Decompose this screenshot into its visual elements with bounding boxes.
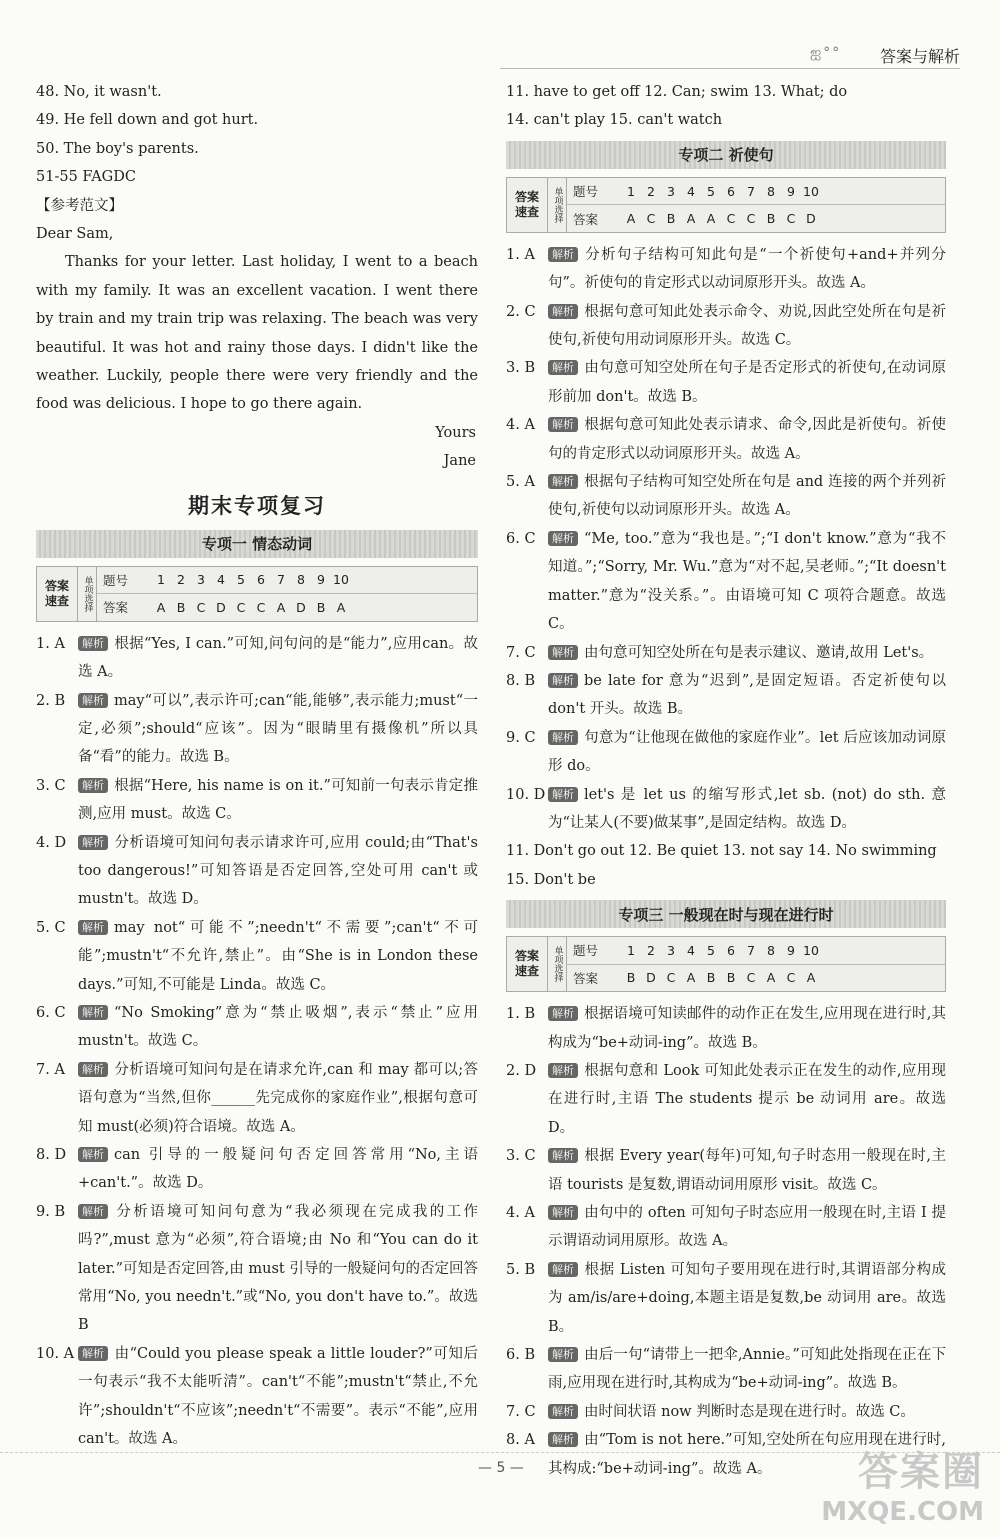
explanation-item [506, 1398, 946, 1426]
explanation-item [506, 298, 946, 355]
analysis-badge: 解析 [548, 1262, 578, 1277]
analysis-badge: 解析 [548, 1063, 578, 1078]
explanation-item [506, 639, 946, 667]
item-number: 5. C [36, 919, 66, 936]
analysis-badge: 解析 [548, 1404, 578, 1419]
analysis-badge: 解析 [548, 1205, 578, 1220]
explanation-item [506, 667, 946, 724]
item-text: 根据“Here, his name is on it.”可知前一句表示肯定推测,应用 must。故选 C。 [78, 777, 478, 823]
item-text: 根据“Yes, I can.”可知,问句问的是“能力”,应用can。故选 A。 [78, 635, 478, 681]
item-number: 4. D [36, 834, 67, 851]
table-row-numbers: 题号 1 2 3 4 5 6 7 8 9 10 [573, 942, 819, 959]
item-text: 根据句意和 Look 可知此处表示正在发生的动作,应用现在进行时,主语 The students 提示 be 动词用 are。故选 D。 [548, 1062, 946, 1136]
table-row-numbers: 题号 1 2 3 4 5 6 7 8 9 10 [573, 183, 819, 200]
right-column [506, 78, 946, 1483]
topic-band-2: 专项二 祈使句 [506, 141, 946, 169]
analysis-badge: 解析 [548, 645, 578, 660]
item-number: 9. C [506, 729, 536, 746]
item-text: 根据语境可知读邮件的动作正在发生,应用现在进行时,其构成为“be+动词-ing”。故选 B。 [548, 1006, 946, 1051]
answer-line: 49. He fell down and got hurt. [36, 112, 259, 129]
item-number: 10. D [506, 786, 546, 803]
analysis-badge: 解析 [548, 304, 578, 319]
analysis-badge: 解析 [548, 1432, 578, 1447]
item-number: 4. A [506, 1205, 535, 1221]
sample-essay-label: 【参考范文】 [36, 197, 123, 214]
analysis-badge: 解析 [78, 778, 108, 793]
explanation-item [36, 772, 478, 829]
answer-line: 51-55 FAGDC [36, 169, 136, 186]
answer-line: 15. Don't be [506, 871, 596, 888]
topic-band-1: 专项一 情态动词 [36, 530, 478, 558]
table-label: 答案 速查 [507, 178, 548, 232]
item-text: be late for 意为“迟到”,是固定短语。否定祈使句以 don't 开头。故选 B。 [548, 672, 946, 718]
item-number: 3. B [506, 360, 536, 377]
item-text: 由句意可知空处所在句是表示建议、邀请,故用 Let's。 [584, 644, 934, 661]
table-sublabel: 单项选择 [548, 178, 567, 232]
table-label: 答案 速查 [507, 937, 548, 991]
analysis-badge: 解析 [548, 360, 578, 375]
explanation-item [506, 241, 946, 298]
answer-quick-table [36, 566, 478, 622]
explanation-item [506, 1057, 946, 1142]
analysis-badge: 解析 [78, 636, 108, 651]
answer-line: 11. Don't go out 12. Be quiet 13. not say 14. No swimming [506, 843, 937, 860]
table-row-numbers: 题号 1 2 3 4 5 6 7 8 9 10 [103, 572, 349, 588]
explanation-item [506, 1199, 946, 1256]
explanation-item [506, 1142, 946, 1199]
analysis-badge: 解析 [78, 693, 108, 708]
answer-line: 11. have to get off 12. Can; swim 13. What; do [506, 84, 848, 100]
item-text: 由句意可知空处所在句子是否定形式的祈使句,在动词原形前加 don't。故选 B。 [548, 360, 946, 405]
item-text: 由“Could you please speak a little louder?”可知后一句表示“我不太能听清”。can't“不能”;mustn't“禁止,不允许”;shouldn't“不应该”;needn't“不需要”。表示“不能”,应用 can't。故选 A。 [78, 1345, 478, 1448]
item-text: 根据句意可知此处表示命令、劝说,因此空处所在句是祈使句,祈使句用动词原形开头。故选 C。 [548, 303, 946, 349]
item-number: 7. A [36, 1061, 65, 1078]
item-number: 3. C [506, 1148, 536, 1165]
explanation-item [506, 1256, 946, 1341]
essay-body: Thanks for your letter. Last holiday, I went to a beach with my family. It was an excellent vacation. I went there by train and my train trip was relaxing. The beach was very beautiful. It was hot and rainy those days. I didn't like the weather. Luckily, people there were very friendly and the food was delicious. I hope to go there again. [36, 254, 478, 413]
table-row-answers: 答案 B D C A B B C A C A [567, 964, 945, 992]
table-sublabel: 单项选择 [78, 567, 97, 621]
explanation-item [36, 914, 478, 999]
analysis-badge: 解析 [78, 1062, 108, 1077]
analysis-badge: 解析 [548, 1347, 578, 1362]
item-text: 由时间状语 now 判断时态是现在进行时。故选 C。 [584, 1403, 915, 1420]
item-number: 5. A [506, 474, 535, 491]
analysis-badge: 解析 [78, 1204, 108, 1219]
item-text: let's 是 let us 的缩写形式,let sb. (not) do sth. 意为“让某人(不要)做某事”,是固定结构。故选 D。 [548, 786, 946, 831]
item-number: 1. B [506, 1006, 536, 1023]
item-text: “Me, too.”意为“我也是。”;“I don't know.”意为“我不知道。”;“Sorry, Mr. Wu.”意为“对不起,吴老师。”;“It doesn't matter.”意为“没关系。”。由语境可知 C 项符合题意。故选 C。 [548, 530, 946, 633]
item-number: 8. A [506, 1432, 535, 1449]
explanation-item [506, 781, 946, 838]
item-number: 1. A [36, 635, 65, 652]
item-text: 分析语境可知问句表示请求许可,应用 could;由“That's too dangerous!”可知答语是否定回答,空处可用 can't 或 mustn't。故选 D。 [78, 834, 478, 908]
table-row-answers: 答案 A C B A A C C B C D [567, 204, 945, 232]
item-text: “No Smoking”意为“禁止吸烟”,表示“禁止”应用 mustn't。故选 C。 [78, 1004, 478, 1050]
item-text: 分析句子结构可知此句是“一个祈使句+and+并列分句”。祈使句的肯定形式以动词原形开头。故选 A。 [548, 246, 946, 292]
item-number: 10. A [36, 1345, 75, 1362]
item-number: 6. B [506, 1347, 536, 1364]
essay-signature: Jane [443, 453, 476, 470]
item-text: 由后一句“请带上一把伞,Annie。”可知此处指现在正在下雨,应用现在进行时,其构成为“be+动词-ing”。故选 B。 [548, 1347, 946, 1392]
explanation-item [36, 687, 478, 772]
header-decoration-icon: ஐ°° [809, 45, 842, 61]
analysis-badge: 解析 [78, 1005, 108, 1020]
item-number: 2. B [36, 692, 66, 709]
explanation-item [36, 1340, 478, 1454]
item-number: 2. D [506, 1062, 537, 1079]
item-text: 句意为“让他现在做他的家庭作业”。let 后应该加动词原形 do。 [548, 729, 946, 775]
page-header [810, 40, 960, 70]
essay-closing: Yours [435, 424, 476, 441]
watermark-logo: 答案圈 MXQE.COM [821, 1449, 984, 1527]
analysis-badge: 解析 [548, 1006, 578, 1021]
left-column [36, 78, 478, 1453]
analysis-badge: 解析 [548, 531, 578, 546]
item-text: may“可以”,表示许可;can“能,能够”,表示能力;must“一定,必须”;should“应该”。因为“眼睛里有摄像机”所以具备“看”的能力。故选 B。 [78, 692, 478, 766]
explanation-item [36, 1056, 478, 1141]
analysis-badge: 解析 [548, 1148, 578, 1163]
item-text: may not“可能不”;needn't“不需要”;can't“不可能”;mustn't“不允许,禁止”。由“She is in London these days.”可知,不可能是 Linda。故选 C。 [78, 919, 478, 993]
item-number: 6. C [36, 1004, 66, 1021]
analysis-badge: 解析 [548, 247, 578, 262]
table-sublabel: 单项选择 [548, 937, 567, 991]
item-number: 9. B [36, 1203, 66, 1220]
explanation-list-1 [36, 630, 478, 1454]
item-text: 根据 Listen 可知句子要用现在进行时,其谓语部分构成为 am/is/are+doing,本题主语是复数,be 动词用 are。故选 B。 [548, 1261, 946, 1335]
item-text: 由“Tom is not here.”可知,空处所在句应用现在进行时,其构成:“be+动词-ing”。故选 A。 [548, 1432, 946, 1477]
item-number: 5. B [506, 1261, 536, 1278]
header-divider [500, 68, 960, 69]
item-number: 3. C [36, 777, 66, 794]
analysis-badge: 解析 [548, 417, 578, 432]
explanation-item [506, 468, 946, 525]
explanation-list-2 [506, 241, 946, 838]
item-number: 6. C [506, 530, 536, 547]
table-row-answers: 答案 A B C D C C A D B A [97, 593, 477, 621]
item-number: 4. A [506, 417, 535, 434]
explanation-item [36, 630, 478, 687]
item-text: 根据句子结构可知空处所在句是 and 连接的两个并列祈使句,祈使句以动词原形开头。故选 A。 [548, 474, 946, 519]
explanation-item [506, 724, 946, 781]
item-number: 2. C [506, 303, 536, 320]
analysis-badge: 解析 [78, 835, 108, 850]
explanation-item [506, 525, 946, 639]
item-number: 8. B [506, 672, 536, 689]
item-text: 由句中的 often 可知句子时态应用一般现在时,主语 I 提示谓语动词用原形。故选 A。 [548, 1205, 946, 1250]
item-number: 8. D [36, 1147, 67, 1163]
answer-quick-table [506, 177, 946, 233]
item-text: 分析语境可知问句意为“我必须现在完成我的工作吗?”,must 意为“必须”,符合语境;由 No 和“You can do it later.”可知是否定回答,由 must 引导的一般疑问句的否定回答常用“No, you needn't.”或“No, you don't have to.”。故选 B [78, 1203, 478, 1334]
item-text: 根据 Every year(每年)可知,句子时态用一般现在时,主语 tourists 是复数,谓语动词用原形 visit。故选 C。 [548, 1148, 946, 1193]
explanation-item [506, 411, 946, 468]
header-title: 答案与解析 [879, 46, 960, 66]
item-text: 根据句意可知此处表示请求、命令,因此是祈使句。祈使句的肯定形式以动词原形开头。故选 A。 [548, 417, 946, 462]
explanation-list-3 [506, 1000, 946, 1483]
answer-line: 14. can't play 15. can't watch [506, 112, 723, 129]
section-main-title: 期末专项复习 [188, 493, 326, 518]
item-number: 7. C [506, 1403, 536, 1420]
topic-band-3: 专项三 一般现在时与现在进行时 [506, 900, 946, 928]
item-text: 分析语境可知问句是在请求允许,can 和 may 都可以;答语句意为“当然,但你______先完成你的家庭作业”,根据句意可知 must(必须)符合语境。故选 A。 [78, 1061, 478, 1135]
explanation-item [36, 999, 478, 1056]
item-number: 7. C [506, 644, 536, 661]
analysis-badge: 解析 [548, 474, 578, 489]
analysis-badge: 解析 [548, 787, 578, 802]
explanation-item [506, 1000, 946, 1057]
answer-quick-table [506, 936, 946, 992]
analysis-badge: 解析 [78, 920, 108, 935]
essay-greeting: Dear Sam, [36, 226, 114, 243]
analysis-badge: 解析 [78, 1147, 108, 1162]
table-label: 答案 速查 [37, 567, 78, 621]
answer-line: 50. The boy's parents. [36, 140, 199, 157]
answer-line: 48. No, it wasn't. [36, 84, 162, 100]
explanation-item [36, 1141, 478, 1198]
explanation-item [36, 1198, 478, 1340]
analysis-badge: 解析 [548, 730, 578, 745]
explanation-item [506, 1341, 946, 1398]
analysis-badge: 解析 [78, 1346, 108, 1361]
explanation-item [506, 354, 946, 411]
item-number: 1. A [506, 246, 535, 263]
page-number: — 5 — [478, 1460, 524, 1476]
explanation-item [36, 829, 478, 914]
item-text: can 引导的一般疑问句否定回答常用“No,主语+can't.”。故选 D。 [78, 1147, 478, 1192]
analysis-badge: 解析 [548, 673, 578, 688]
